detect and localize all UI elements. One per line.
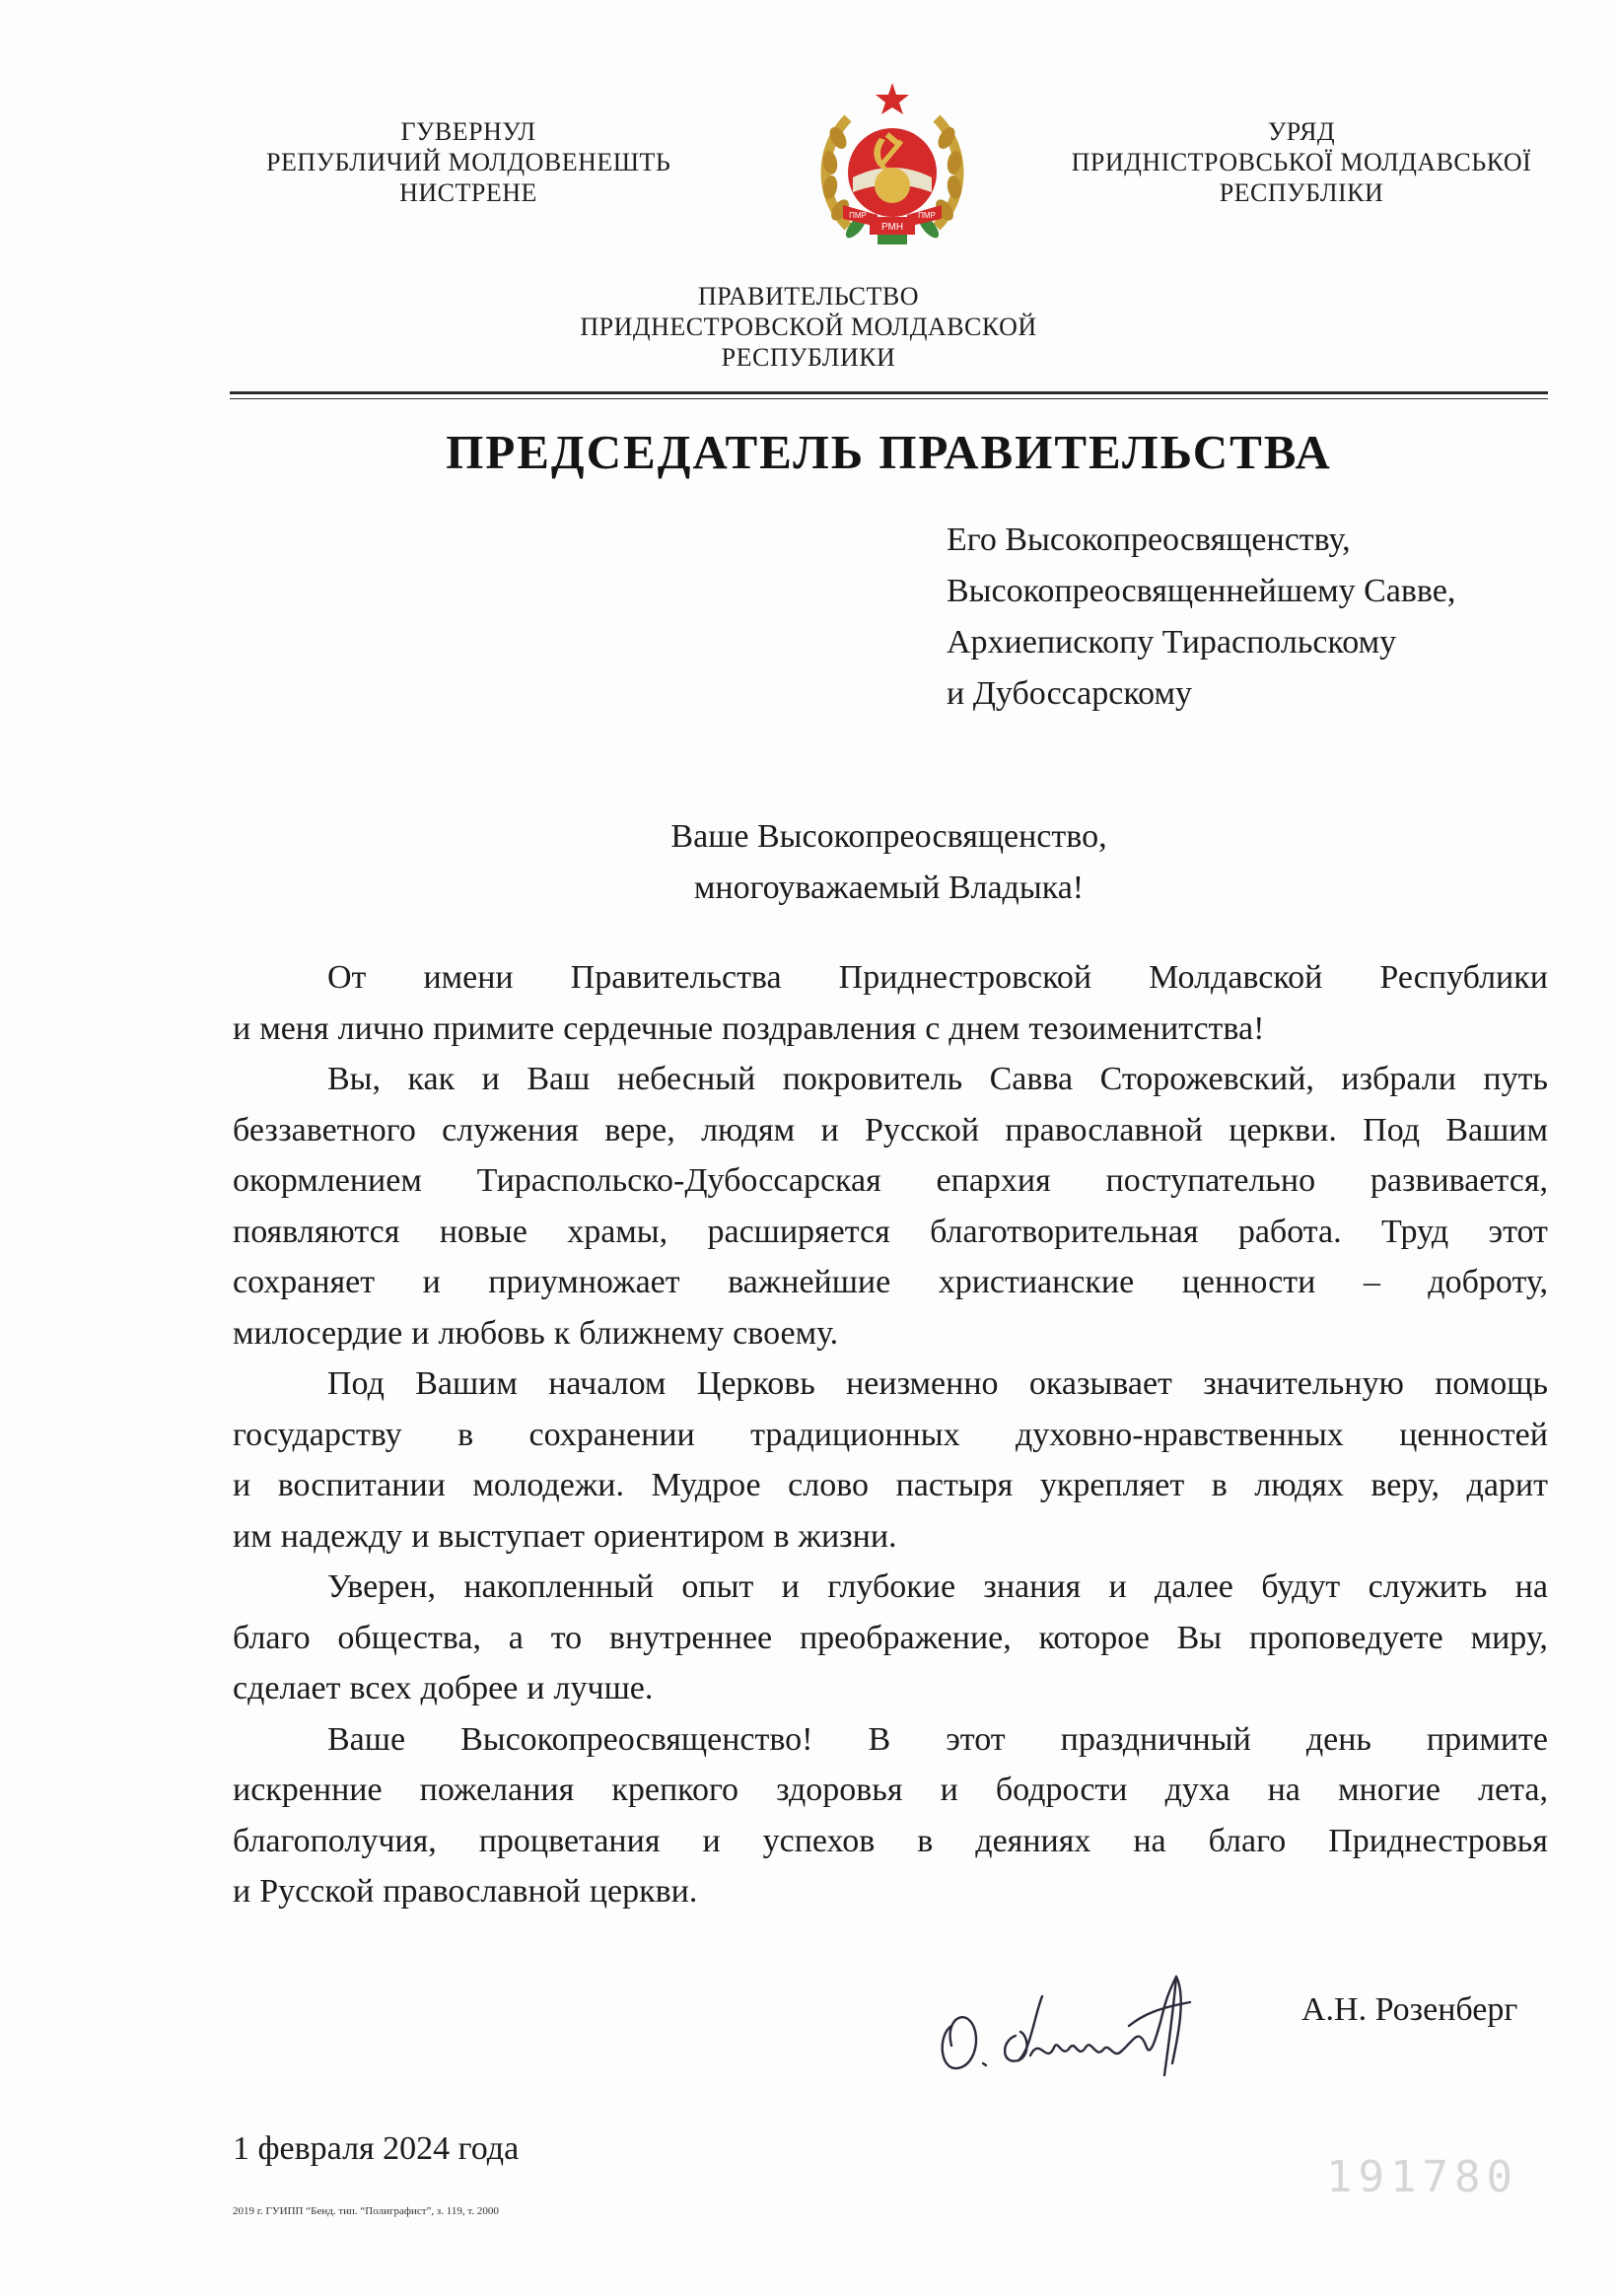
body-word: этот [1488, 1213, 1548, 1250]
body-word: с [925, 1009, 941, 1047]
body-line [233, 1207, 1548, 1258]
body-word: путь [1483, 1061, 1548, 1097]
body-word: Высокопреосвященство! [460, 1720, 813, 1758]
body-word: а [508, 1619, 524, 1656]
body-word: день [1305, 1720, 1371, 1758]
body-word: беззаветного [233, 1111, 416, 1148]
body-word: Под [327, 1365, 385, 1402]
salutation-line: многоуважаемый Владыка! [693, 870, 1085, 906]
header-russian-line: ПРАВИТЕЛЬСТВО [698, 282, 919, 311]
body-word: и [1108, 1568, 1127, 1605]
body-word: людях [1254, 1467, 1344, 1503]
body-word: православной [383, 1873, 581, 1910]
body-word: и [702, 1822, 721, 1859]
body-word: и [233, 1873, 251, 1910]
body-word: новые [439, 1213, 527, 1250]
body-word: всех [349, 1670, 412, 1706]
body-word: Вы [1176, 1619, 1223, 1656]
body-word: государству [233, 1416, 402, 1453]
body-word: надежду [280, 1517, 403, 1555]
body-word: благополучия, [233, 1822, 437, 1859]
body-line [233, 1308, 1548, 1359]
body-word: этот [946, 1720, 1006, 1758]
body-word: Под [1363, 1111, 1421, 1148]
body-word: православной [1005, 1111, 1203, 1148]
body-word: и [411, 1314, 430, 1352]
state-emblem-icon [808, 79, 976, 266]
body-word: на [1267, 1772, 1300, 1808]
body-word: к [553, 1314, 571, 1352]
body-line [233, 1257, 1548, 1308]
body-line [233, 952, 1548, 1004]
body-word: избрали [1341, 1061, 1456, 1097]
body-word: благотворительная [930, 1213, 1199, 1250]
body-word: сделает [233, 1670, 341, 1706]
body-word: крепкого [611, 1772, 739, 1808]
addressee-line: Высокопреосвященнейшему Савве, [947, 573, 1456, 609]
body-word: праздничный [1060, 1720, 1251, 1758]
body-word: приумножает [488, 1264, 680, 1300]
body-line [233, 1663, 1548, 1714]
body-word: примите [433, 1009, 555, 1047]
letter-body [233, 952, 1548, 1917]
body-word: Тираспольско-Дубоссарская [476, 1162, 881, 1199]
body-word: расширяется [707, 1213, 890, 1250]
body-word: на [1133, 1822, 1166, 1859]
body-line [233, 1511, 1548, 1563]
body-word: здоровья [776, 1772, 903, 1808]
body-line [233, 1054, 1548, 1105]
body-word: и [781, 1568, 800, 1605]
body-word: Республики [1379, 959, 1548, 996]
body-word: Приднестровья [1328, 1822, 1548, 1859]
body-word: Русской [259, 1873, 375, 1910]
body-word: Молдавской [1149, 959, 1323, 996]
body-word: примите [1426, 1720, 1548, 1758]
body-word: в [1211, 1467, 1228, 1503]
body-word: вере, [604, 1111, 675, 1148]
body-word: традиционных [750, 1416, 960, 1453]
body-word: веру, [1370, 1467, 1440, 1503]
body-word: процветания [478, 1822, 661, 1859]
body-word: Приднестровской [838, 959, 1092, 996]
body-word: значительную [1203, 1365, 1404, 1402]
addressee-line: Архиепископу Тираспольскому [947, 624, 1397, 661]
body-word: своему. [733, 1314, 839, 1352]
body-word: служения [442, 1111, 579, 1148]
header-russian-line: РЕСПУБЛИКИ [721, 343, 896, 372]
body-word: и [233, 1009, 251, 1047]
body-word: благо [1208, 1822, 1287, 1859]
addressee-block [947, 515, 1455, 720]
body-word: в [773, 1517, 790, 1555]
body-word: пастыря [895, 1467, 1014, 1503]
body-word: милосердие [233, 1314, 403, 1352]
body-word: Русской [865, 1111, 980, 1148]
header-russian-line: ПРИДНЕСТРОВСКОЙ МОЛДАВСКОЙ [580, 313, 1037, 341]
body-line [233, 1613, 1548, 1664]
header-ukrainian-line: ПРИДНІСТРОВСЬКОЇ МОЛДАВСЬКОЇ [1071, 148, 1532, 176]
header-ukrainian [1025, 116, 1578, 208]
body-word: как [407, 1061, 456, 1097]
body-word: лета, [1478, 1772, 1548, 1808]
body-word: тезоименитства! [1028, 1009, 1265, 1047]
body-word: жизни. [798, 1517, 897, 1555]
header-ukrainian-line: РЕСПУБЛІКИ [1219, 178, 1384, 207]
body-word: оказывает [1028, 1365, 1172, 1402]
body-line [233, 1410, 1548, 1461]
body-word: помощь [1435, 1365, 1548, 1402]
body-word: Труд [1380, 1213, 1449, 1250]
body-word: в [917, 1822, 934, 1859]
body-word: дарит [1466, 1467, 1548, 1503]
body-word: успехов [762, 1822, 876, 1859]
body-word: христианские [938, 1264, 1135, 1300]
body-word: Вы, [327, 1061, 382, 1097]
ribbon-left-text: ПМР [849, 211, 867, 220]
body-word: От [327, 959, 367, 996]
body-word: развивается, [1370, 1162, 1548, 1199]
body-word: лучше. [553, 1670, 654, 1706]
body-word: им [233, 1517, 272, 1555]
body-word: людям [701, 1111, 796, 1148]
body-line [233, 1004, 1548, 1055]
body-word: духа [1164, 1772, 1230, 1808]
body-word: проповедуете [1248, 1619, 1443, 1656]
header-moldovan-line: ГУВЕРНУЛ [400, 117, 536, 146]
body-word: деяниях [975, 1822, 1091, 1859]
body-word: и [527, 1670, 545, 1706]
body-word: Вашим [1445, 1111, 1548, 1148]
body-word: бодрости [995, 1772, 1128, 1808]
body-word: сохраняет [233, 1264, 376, 1300]
body-word: работа. [1237, 1213, 1342, 1250]
body-word: глубокие [827, 1568, 956, 1605]
star-icon [876, 83, 909, 114]
body-word: общества, [337, 1619, 481, 1656]
body-word: – [1363, 1264, 1380, 1300]
body-word: церкви. [589, 1873, 698, 1910]
body-word: церкви. [1229, 1111, 1337, 1148]
body-word: доброту, [1428, 1264, 1548, 1300]
body-word: епархия [936, 1162, 1051, 1199]
body-word: на [1514, 1568, 1548, 1605]
body-word: ценностей [1399, 1416, 1548, 1453]
body-word: лично [337, 1009, 425, 1047]
body-word: окормлением [233, 1162, 422, 1199]
handwritten-signature [932, 1957, 1257, 2095]
body-word: слово [788, 1467, 870, 1503]
body-word: ориентиром [594, 1517, 765, 1555]
body-word: Правительства [570, 959, 782, 996]
body-word: и [481, 1061, 500, 1097]
body-word: духовно-нравственных [1015, 1416, 1344, 1453]
body-word: пожелания [419, 1772, 575, 1808]
body-word: знания [983, 1568, 1082, 1605]
header-moldovan-line: НИСТРЕНЕ [399, 178, 537, 207]
body-word: поздравления [722, 1009, 917, 1047]
body-word: днем [949, 1009, 1020, 1047]
body-word: и [422, 1264, 441, 1300]
body-word: будут [1261, 1568, 1341, 1605]
body-word: ценности [1181, 1264, 1316, 1300]
body-word: поступательно [1105, 1162, 1316, 1199]
header-moldovan-line: РЕПУБЛИЧИЙ МОЛДОВЕНЕШТЬ [266, 148, 671, 176]
body-word: накопленный [463, 1568, 655, 1605]
body-word: добрее [420, 1670, 519, 1706]
body-word: сердечные [563, 1009, 714, 1047]
ribbon-right-text: ПМР [918, 211, 936, 220]
body-line [233, 1765, 1548, 1816]
body-word: и [820, 1111, 839, 1148]
body-line [233, 1816, 1548, 1867]
body-word: и [233, 1467, 251, 1503]
body-word: благо [233, 1619, 311, 1656]
body-word: Церковь [696, 1365, 815, 1402]
body-line [233, 1866, 1548, 1917]
body-line [233, 1358, 1548, 1410]
body-word: меня [259, 1009, 329, 1047]
body-word: служить [1368, 1568, 1488, 1605]
body-word: Ваше [327, 1720, 406, 1758]
body-word: началом [548, 1365, 667, 1402]
body-word: появляются [233, 1213, 400, 1250]
body-word: любовь [438, 1314, 545, 1352]
body-word: миру, [1470, 1619, 1548, 1656]
body-word: храмы, [567, 1213, 668, 1250]
body-word: укрепляет [1039, 1467, 1185, 1503]
body-word: выступает [438, 1517, 586, 1555]
body-word: молодежи. [472, 1467, 625, 1503]
body-word: Ваш [527, 1061, 591, 1097]
addressee-line: Его Высокопреосвященству, [947, 522, 1351, 558]
body-word: в [457, 1416, 474, 1453]
body-word: и [940, 1772, 958, 1808]
body-word: и [411, 1517, 430, 1555]
body-line [233, 1460, 1548, 1511]
body-word: Вашим [415, 1365, 518, 1402]
salutation-line: Ваше Высокопреосвященство, [670, 818, 1107, 855]
body-word: В [868, 1720, 891, 1758]
body-word: которое [1038, 1619, 1150, 1656]
header-russian [552, 281, 1065, 373]
ribbon-center-text: РМН [880, 222, 904, 233]
body-word: многие [1338, 1772, 1440, 1808]
header-divider [230, 391, 1548, 394]
body-line [233, 1105, 1548, 1156]
body-word: ближнему [579, 1314, 725, 1352]
header-moldovan [266, 116, 670, 208]
body-word: внутреннее [608, 1619, 773, 1656]
salutation-block [230, 811, 1548, 914]
body-word: искренние [233, 1772, 383, 1808]
body-word: Савва [989, 1061, 1074, 1097]
addressee-line: и Дубоссарскому [947, 675, 1193, 712]
body-word: неизменно [846, 1365, 999, 1402]
signer-name: А.Н. Розенберг [1301, 1991, 1518, 2028]
body-word: опыт [681, 1568, 754, 1605]
body-word: Сторожевский, [1099, 1061, 1314, 1097]
body-word: сохранении [528, 1416, 695, 1453]
body-line [233, 1714, 1548, 1766]
body-word: покровитель [782, 1061, 963, 1097]
printer-imprint: 2019 г. ГУИПП “Бенд. тип. “Полиграфист”, з. 119, т. 2000 [233, 2205, 499, 2217]
body-word: Мудрое [651, 1467, 761, 1503]
body-line [233, 1155, 1548, 1207]
body-word: далее [1155, 1568, 1233, 1605]
body-line [233, 1562, 1548, 1613]
body-word: небесный [616, 1061, 756, 1097]
body-word: воспитании [277, 1467, 446, 1503]
header-divider-thin [230, 398, 1548, 399]
body-word: преображение, [799, 1619, 1012, 1656]
body-word: важнейшие [728, 1264, 891, 1300]
registration-number: 191780 [1326, 2152, 1518, 2202]
body-word: Уверен, [327, 1568, 436, 1605]
header-ukrainian-line: УРЯД [1267, 117, 1336, 146]
letter-title: ПРЕДСЕДАТЕЛЬ ПРАВИТЕЛЬСТВА [446, 425, 1332, 479]
body-word: то [550, 1619, 583, 1656]
body-word: имени [423, 959, 514, 996]
letter-date: 1 февраля 2024 года [233, 2130, 520, 2167]
